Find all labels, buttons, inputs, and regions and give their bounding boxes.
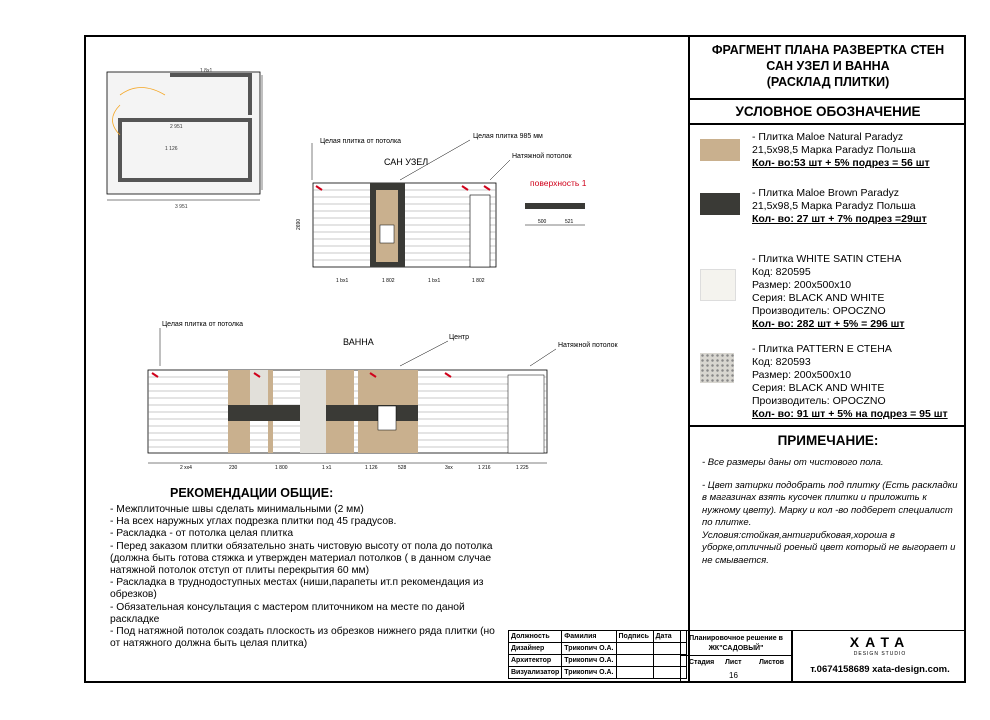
studio-logo: ХАТА — [849, 634, 911, 650]
dim: 528 — [398, 465, 407, 471]
annotation: Целая плитка от потолка — [320, 138, 402, 145]
stage-label: Стадия — [689, 659, 715, 666]
stamp-header: Фамилия — [562, 631, 616, 643]
studio-subtitle: DESIGN STUDIO — [853, 651, 907, 657]
bathroom-elevation — [313, 183, 496, 267]
notes-heading: ПРИМЕЧАНИЕ: — [777, 433, 879, 448]
rec-item: - Раскладка - от потолка целая плитка — [110, 528, 294, 540]
stamp-role: Визуализатор — [509, 667, 562, 679]
dim: 521 — [565, 219, 574, 225]
stamp-role: Дизайнер — [509, 643, 562, 655]
bathtub-label: ВАННА — [343, 337, 374, 347]
legend-text: Размер: 200х500х10 — [752, 279, 852, 291]
surface-1 — [525, 178, 587, 225]
legend-text: - Плитка PATTERN E СТЕНА — [752, 343, 892, 355]
dim: 500 — [538, 219, 547, 225]
sheet-number: 16 — [729, 671, 738, 680]
dim: 1 225 — [516, 465, 529, 471]
legend-qty: Кол- во: 27 шт + 7% подрез =29шт — [752, 213, 927, 225]
bathroom-label: САН УЗЕЛ — [384, 157, 429, 167]
surface-label: поверхность 1 — [530, 178, 587, 188]
annotation: Целая плитка 985 мм — [473, 133, 543, 140]
dim: 1 x1 — [322, 465, 332, 471]
studio-contact: т.0674158689 xata-design.com. — [810, 664, 950, 675]
annotation: Целая плитка от потолка — [162, 321, 244, 328]
dim: 3xx — [445, 465, 453, 471]
annotation: Центр — [449, 334, 470, 341]
studio-box — [792, 630, 966, 683]
title-line-2: САН УЗЕЛ И ВАННА — [766, 59, 890, 73]
legend-text: - Плитка Maloe Natural Paradyz — [752, 131, 904, 143]
stamp-role: Архитектор — [509, 655, 562, 667]
legend-text: Код: 820595 — [752, 266, 811, 278]
plan-dim: 2 951 — [170, 124, 183, 130]
legend-text: Производитель: OPOCZNO — [752, 305, 886, 317]
signatures-table — [508, 630, 687, 679]
recommendations-heading: РЕКОМЕНДАЦИИ ОБЩИЕ: — [170, 486, 334, 500]
bathtub-elevation — [148, 370, 547, 453]
sheets-label: Листов — [759, 659, 785, 666]
dim: 1 bx1 — [336, 278, 349, 284]
note-item: - Все размеры даны от чистового пола. — [702, 457, 884, 468]
note-item: Условия:стойкая,антигрибковая,хороша в уборке,отличный роеный цвет который не выгорает и не смывается. — [702, 529, 956, 566]
title-line-3: (РАСКЛАД ПЛИТКИ) — [766, 75, 890, 89]
stamp-header: Подпись — [616, 631, 653, 643]
legend-text: Код: 820593 — [752, 356, 811, 368]
floor-plan — [107, 72, 262, 200]
legend-text: Серия: BLACK AND WHITE — [752, 292, 885, 304]
dim: 1 800 — [275, 465, 288, 471]
rec-item: - Под натяжной потолок создать плоскость из обрезков нижнего ряда плитки (но от натяжного должна быть целая плитка) — [110, 626, 495, 650]
rec-item: - Перед заказом плитки обязательно знать чистовую высоту от пола до потолка (должна быть готова стяжка и утвержден материал потолков ( в данном случае натяжной потолок отступ от плиты перекрытия 60 мм) — [110, 540, 493, 577]
dim: 2 xx4 — [180, 465, 192, 471]
legend-text: Размер: 200х500х10 — [752, 369, 852, 381]
dim: 230 — [229, 465, 238, 471]
plan-dim: 3 951 — [175, 204, 188, 210]
note-item: - Цвет затирки подобрать под плитку (Есть раскладки в магазинах взять кусочек плитки и приложить к нужному цвету). Марку и кол -во подберет специалист по плитке. — [702, 479, 958, 528]
dim: 1 126 — [365, 465, 378, 471]
dim: 1 216 — [478, 465, 491, 471]
stamp-name: Трикопич О.А. — [562, 643, 616, 655]
stamp-name: Трикопич О.А. — [562, 667, 616, 679]
stamp-name: Трикопич О.А. — [562, 655, 616, 667]
legend-text: - Плитка Maloe Brown Paradyz — [752, 187, 900, 199]
height-dim: 2690 — [296, 218, 302, 230]
legend-qty: Кол- во: 282 шт + 5% = 296 шт — [752, 318, 905, 330]
recommendations — [110, 486, 500, 650]
title-block — [508, 630, 966, 683]
rec-item: - Межплиточные швы сделать минимальными (2 мм) — [110, 504, 364, 515]
rec-item: - Обязательная консультация с мастером плиточником на месте по даной раскладке — [110, 601, 465, 625]
plan-dim: 1 8x1 — [200, 68, 213, 74]
legend-text: 21,5х98,5 Марка Paradyz Польша — [752, 144, 916, 156]
sheet-label: Лист — [725, 659, 742, 666]
rec-item: - Раскладка в труднодоступных местах (ниши,парапеты ит.п рекомендация из обрезков) — [110, 577, 484, 601]
stamp-header: Дата — [653, 631, 686, 643]
dim: 1 bx1 — [428, 278, 441, 284]
legend-qty: Кол- во:53 шт + 5% подрез = 56 шт — [752, 157, 930, 169]
legend-text: 21,5х98,5 Марка Paradyz Польша — [752, 200, 916, 212]
project-name: Планировочное решение в ЖК"САДОВЫЙ" — [680, 630, 792, 656]
dim: 1 802 — [472, 278, 485, 284]
annotation: Натяжной потолок — [512, 153, 572, 160]
dim: 1 802 — [382, 278, 395, 284]
legend-text: - Плитка WHITE SATIN СТЕНА — [752, 253, 902, 265]
legend-text: Производитель: OPOCZNO — [752, 395, 886, 407]
annotation: Натяжной потолок — [558, 342, 618, 349]
plan-dim: 1 126 — [165, 146, 178, 152]
rec-item: - На всех наружных углах подрезка плитки под 45 градусов. — [110, 516, 397, 528]
title-line-1: ФРАГМЕНТ ПЛАНА РАЗВЕРТКА СТЕН — [711, 43, 945, 57]
legend-heading: УСЛОВНОЕ ОБОЗНАЧЕНИЕ — [690, 101, 966, 125]
stage-box — [680, 656, 792, 683]
legend-text: Серия: BLACK AND WHITE — [752, 382, 885, 394]
legend-qty: Кол- во: 91 шт + 5% на подрез = 95 шт — [752, 408, 948, 420]
stamp-header: Должность — [509, 631, 562, 643]
